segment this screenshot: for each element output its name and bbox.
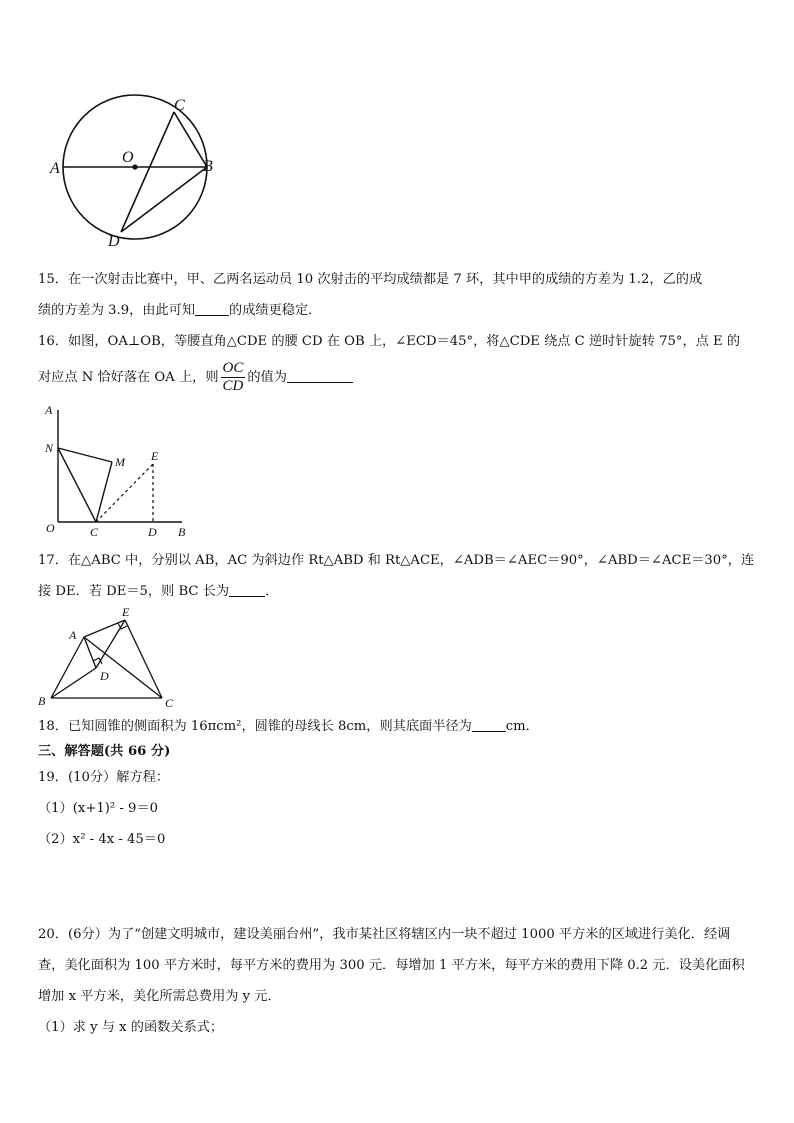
q20-line2: 查，美化面积为 100 平方米时，每平方米的费用为 300 元．每增加 1 平方米，每平方米的费用下降 0.2 元．设美化面积 (38, 958, 745, 973)
chord-db (121, 167, 207, 232)
label-b: B (203, 158, 213, 175)
segment-ab (51, 637, 84, 698)
label-o: O (122, 149, 134, 166)
q15-line2 (38, 301, 321, 321)
label-n: N (45, 441, 54, 455)
q19-part1: （1）(x+1)² - 9＝0 (38, 801, 159, 816)
q18-text-b: cm． (505, 719, 539, 734)
q15-line1: 15．在一次射击比赛中，甲、乙两名运动员 10 次射击的平均成绩都是 7 环，其中甲的成绩的方差为 1.2，乙的成 (38, 272, 703, 287)
q20-part1: （1）求 y 与 x 的函数关系式； (38, 1020, 224, 1035)
label-d: D (148, 525, 157, 539)
segment-db (51, 668, 96, 698)
label-c: C (90, 525, 99, 539)
q17-line2a: 接 DE．若 DE＝5，则 BC 长为 (38, 584, 230, 599)
q19-part2: （2）x² - 4x - 45＝0 (38, 832, 166, 847)
segment-ae (84, 620, 125, 637)
label-d: D (108, 233, 120, 250)
label-o: O (46, 521, 55, 535)
q20-line1: 20．(6分）为了“创建文明城市，建设美丽台州”，我市某社区将辖区内一块不超过 1000 平方米的区域进行美化．经调 (38, 927, 731, 942)
triangle-figure (34, 604, 184, 714)
label-a: A (69, 628, 77, 642)
q18-text-a: 18．已知圆锥的侧面积为 16πcm²，圆锥的母线长 8cm，则其底面半径为 (38, 719, 472, 734)
segment-nc (58, 448, 96, 522)
q17-line2 (38, 582, 278, 602)
q20-line3: 增加 x 平方米，美化所需总费用为 y 元． (38, 989, 281, 1004)
q16-blank (287, 368, 353, 383)
segment-ec (125, 620, 162, 698)
label-e: E (122, 605, 130, 619)
q17-line1: 17．在△ABC 中，分别以 AB，AC 为斜边作 Rt△ABD 和 Rt△ACE，∠ADB＝∠AEC＝90°，∠ABD＝∠ACE＝30°，连 (38, 553, 755, 568)
q18-blank (472, 717, 506, 732)
circle-figure (40, 90, 230, 250)
chord-cd (121, 112, 174, 232)
segment-ce-dashed (96, 464, 153, 522)
q15-line2b: 的成绩更稳定． (229, 303, 322, 318)
label-e: E (151, 449, 159, 463)
q16-fraction (221, 360, 246, 395)
rotation-figure (40, 400, 200, 540)
q17-blank (229, 582, 265, 597)
q15-blank (195, 301, 229, 316)
label-b: B (38, 694, 46, 708)
label-a: A (50, 160, 60, 177)
q16-line2a: 对应点 N 恰好落在 OA 上，则 (38, 370, 219, 385)
label-d: D (100, 669, 109, 683)
segment-mc (96, 462, 112, 522)
label-a: A (45, 403, 53, 417)
q16-line1: 16．如图，OA⊥OB，等腰直角△CDE 的腰 CD 在 OB 上，∠ECD＝45°，将△CDE 绕点 C 逆时针旋转 75°，点 E 的 (38, 334, 741, 349)
q15-line2a: 绩的方差为 3.9，由此可知 (38, 303, 196, 318)
segment-nm (58, 448, 112, 462)
q19-stem: 19．(10分）解方程： (38, 770, 170, 785)
q16-frac-den: CD (222, 378, 244, 394)
section3-title: 三、解答题(共 66 分) (38, 744, 171, 759)
label-b: B (178, 525, 186, 539)
label-c: C (174, 97, 185, 114)
q16-line2b: 的值为 (247, 370, 287, 385)
q16-frac-num: OC (222, 360, 244, 376)
q16-line2 (38, 360, 353, 395)
q17-line2b: ． (265, 584, 279, 599)
q18-line (38, 717, 539, 737)
label-m: M (115, 455, 125, 469)
label-c: C (165, 696, 174, 710)
